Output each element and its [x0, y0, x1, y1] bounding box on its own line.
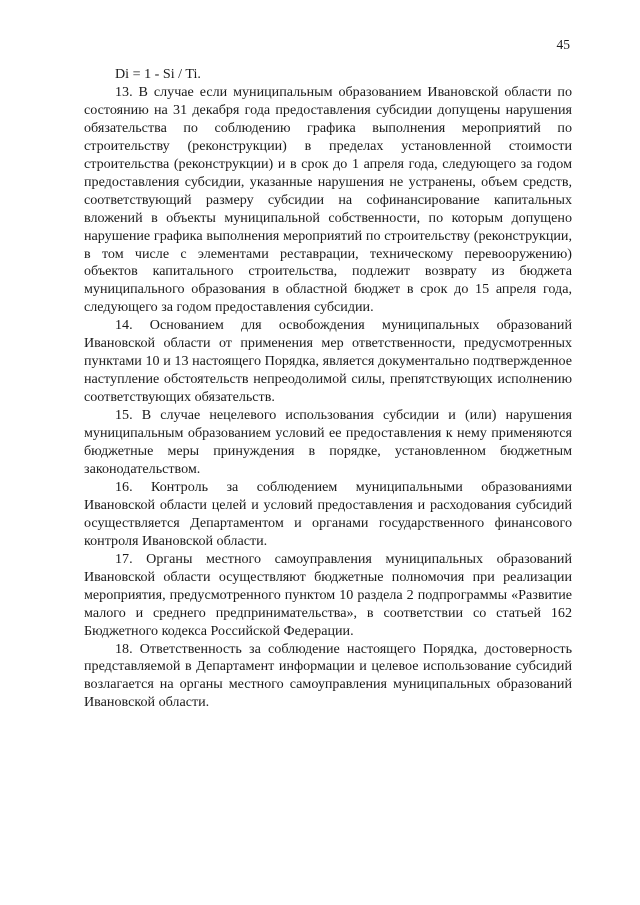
paragraph-15: 15. В случае нецелевого использования субсидии и (или) нарушения муниципальным образованием условий ее предоставления к нему применяются бюджетные меры принуждения в порядке, установленном бюджетным законодательством. — [84, 407, 572, 477]
page-number: 45 — [556, 37, 570, 52]
formula-line: Di = 1 - Si / Ti. — [115, 66, 201, 82]
paragraph-18: 18. Ответственность за соблюдение настоящего Порядка, достоверность представляемой в Департамент информации и целевое использование субсидий возлагается на органы местного самоуправления муниципальных образований Ивановской области. — [84, 640, 572, 711]
paragraph-16: 16. Контроль за соблюдением муниципальными образованиями Ивановской области целей и условий предоставления и расходования субсидий осуществляется Департаментом и органами государственного финансового контроля Ивановской области. — [84, 478, 572, 549]
paragraph-17: 17. Органы местного самоуправления муниципальных образований Ивановской области осуществляют бюджетные полномочия при реализации мероприятия, предусмотренного пунктом 10 раздела 2 подпрограммы «Развитие малого и среднего предпринимательства», в соответствии со статьей 162 Бюджетного кодекса Российской Федерации. — [84, 550, 572, 639]
document-body — [84, 66, 572, 712]
paragraph-14: 14. Основанием для освобождения муниципальных образований Ивановской области от применения мер ответственности, предусмотренных пунктами 10 и 13 настоящего Порядка, является документально подтвержденное наступление обстоятельств непреодолимой силы, препятствующих исполнению соответствующих обязательств. — [84, 317, 572, 406]
paragraph-13: 13. В случае если муниципальным образованием Ивановской области по состоянию на 31 декабря года предоставления субсидии допущены нарушения обязательства по соблюдению графика выполнения мероприятий по строительству (реконструкции) в пределах установленной стоимости строительства (реконструкции) и в срок до 1 апреля года, следующего за годом предоставления субсидии, указанные нарушения не устранены, объем средств, соответствующий размеру субсидии на софинансирование капитальных вложений в объекты муниципальной собственности, по которым допущено нарушение графика выполнения мероприятий по строительству (реконструкции, в том числе с элементами реставрации, техническому перевооружению) объектов капитального строительства, подлежит возврату из бюджета муниципального образования в областной бюджет в срок до 15 апреля года, следующего за годом предоставления субсидии. — [84, 83, 572, 316]
